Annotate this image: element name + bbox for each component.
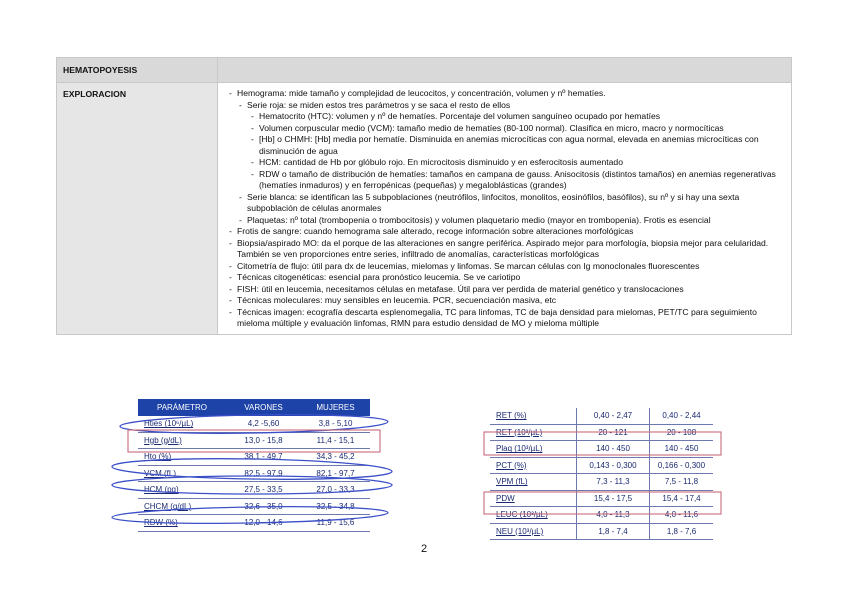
lab1-row bbox=[138, 449, 370, 466]
lab1-row bbox=[138, 498, 370, 515]
exploracion-item: - HCM: cantidad de Hb por glóbulo rojo. En microcitosis disminuido y en esferocitosis aumentado bbox=[225, 157, 784, 169]
header-empty-cell bbox=[218, 58, 792, 83]
lab-reference-table-1 bbox=[138, 399, 370, 532]
lab1-body bbox=[138, 416, 370, 531]
lab1-row bbox=[138, 416, 370, 432]
exploracion-list bbox=[225, 88, 784, 330]
lab1-parameter: HCM (pg) bbox=[138, 482, 226, 499]
lab1-varones-value: 82,5 - 97,9 bbox=[226, 465, 301, 482]
lab1-mujeres-value: 82,1 - 97,7 bbox=[301, 465, 370, 482]
lab1-header-varones: VARONES bbox=[226, 399, 301, 416]
lab1-mujeres-value: 3,8 - 5,10 bbox=[301, 416, 370, 432]
lab1-parameter: Hgb (g/dL) bbox=[138, 432, 226, 449]
lab1-parameter: Hto (%) bbox=[138, 449, 226, 466]
lab1-varones-value: 32,6 - 35,0 bbox=[226, 498, 301, 515]
lab2-body bbox=[490, 408, 713, 540]
lab1-mujeres-value: 32,5 - 34,8 bbox=[301, 498, 370, 515]
lab1-parameter: VCM (fL) bbox=[138, 465, 226, 482]
lab1-mujeres-value: 27,0 - 33,3 bbox=[301, 482, 370, 499]
lab1-parameter: RDW (%) bbox=[138, 515, 226, 532]
lab1-row bbox=[138, 465, 370, 482]
exploracion-item: - Biopsia/aspirado MO: da el porque de las alteraciones en sangre periférica. Aspirado mejor para morfología, biopsia mejor para celularidad. También se ven proporciones entre series, infiltrado de anomalías, características morfológicas bbox=[225, 238, 784, 261]
exploracion-item: - Plaquetas: nº total (trombopenia o trombocitosis) y volumen plaquetario medio (mayor en trombopenia). Frotis es esencial bbox=[225, 215, 784, 227]
lab2-mujeres-value: 1,8 - 7,6 bbox=[650, 523, 714, 540]
hematopoyesis-table bbox=[56, 57, 792, 335]
exploracion-item: - Volumen corpuscular medio (VCM): tamaño medio de hematíes (80-100 normal). Clasifica en micro, macro y normocíticas bbox=[225, 123, 784, 135]
exploracion-item: - Hematocrito (HTC): volumen y nº de hematíes. Porcentaje del volumen sanguíneo ocupado por hematíes bbox=[225, 111, 784, 123]
lab2-row bbox=[490, 408, 713, 424]
lab1-mujeres-value: 11,9 - 15,6 bbox=[301, 515, 370, 532]
lab1-mujeres-value: 34,3 - 45,2 bbox=[301, 449, 370, 466]
row-label: EXPLORACION bbox=[57, 83, 218, 335]
lab2-parameter: RET (%) bbox=[490, 408, 577, 424]
lab1-header-parametro: PARÁMETRO bbox=[138, 399, 226, 416]
lab2-row bbox=[490, 490, 713, 507]
lab2-varones-value: 4,0 - 11,3 bbox=[577, 507, 650, 524]
exploracion-item: - Serie roja: se miden estos tres parámetros y se saca el resto de ellos bbox=[225, 100, 784, 112]
lab1-row bbox=[138, 432, 370, 449]
lab2-row bbox=[490, 424, 713, 441]
lab1-varones-value: 4,2 -5,60 bbox=[226, 416, 301, 432]
lab1-parameter: CHCM (g/dL) bbox=[138, 498, 226, 515]
lab2-row bbox=[490, 507, 713, 524]
lab2-parameter: LEUC (10³/µL) bbox=[490, 507, 577, 524]
lab2-row bbox=[490, 474, 713, 491]
lab2-row bbox=[490, 457, 713, 474]
lab1-row bbox=[138, 515, 370, 532]
exploracion-item: - Técnicas imagen: ecografía descarta esplenomegalia, TC para linfomas, TC de baja densidad para mielomas, PET/TC para seguimiento mieloma múltiple y evaluación linfomas, RMN para estudio densidad de MO y mieloma múltiple bbox=[225, 307, 784, 330]
lab2-mujeres-value: 7,5 - 11,8 bbox=[650, 474, 714, 491]
lab2-varones-value: 15,4 - 17,5 bbox=[577, 490, 650, 507]
lab2-parameter: PDW bbox=[490, 490, 577, 507]
exploracion-item: - RDW o tamaño de distribución de hematíes: tamaños en campana de gauss. Anisocitosis (distintos tamaños) en anemias regenerativas (hematíes inmaduros) y en ferropénicas (pequeñas) y megaloblásticas (grandes) bbox=[225, 169, 784, 192]
table-header-row bbox=[57, 58, 792, 83]
exploracion-item: - Técnicas citogenéticas: esencial para pronóstico leucemia. Se ve cariotipo bbox=[225, 272, 784, 284]
lab2-varones-value: 140 - 450 bbox=[577, 441, 650, 458]
lab1-header-row bbox=[138, 399, 370, 416]
lab2-mujeres-value: 0,40 - 2,44 bbox=[650, 408, 714, 424]
lab1-parameter: Hties (10⁶/µL) bbox=[138, 416, 226, 432]
exploracion-item: - Técnicas moleculares: muy sensibles en leucemia. PCR, secuenciación masiva, etc bbox=[225, 295, 784, 307]
lab2-parameter: Plaq (10³/µL) bbox=[490, 441, 577, 458]
lab2-parameter: RET (10³/µL) bbox=[490, 424, 577, 441]
exploracion-item: - Hemograma: mide tamaño y complejidad de leucocitos, y concentración, volumen y nº hematíes. bbox=[225, 88, 784, 100]
exploracion-content-cell bbox=[218, 83, 792, 335]
lab2-varones-value: 0,40 - 2,47 bbox=[577, 408, 650, 424]
lab1-varones-value: 13,0 - 15,8 bbox=[226, 432, 301, 449]
lab2-row bbox=[490, 441, 713, 458]
page-number: 2 bbox=[420, 543, 428, 555]
lab-reference-table-2 bbox=[490, 408, 713, 540]
lab2-parameter: PCT (%) bbox=[490, 457, 577, 474]
lab1-row bbox=[138, 482, 370, 499]
lab2-mujeres-value: 140 - 450 bbox=[650, 441, 714, 458]
exploracion-item: - Serie blanca: se identifican las 5 subpoblaciones (neutrófilos, linfocitos, monolitos, eosinófilos, basófilos), su nº y si hay una sexta subpoblación de células anormales bbox=[225, 192, 784, 215]
lab1-varones-value: 12,0 - 14,6 bbox=[226, 515, 301, 532]
section-title: HEMATOPOYESIS bbox=[57, 58, 218, 83]
lab2-mujeres-value: 20 - 108 bbox=[650, 424, 714, 441]
lab2-varones-value: 1,8 - 7,4 bbox=[577, 523, 650, 540]
lab2-parameter: VPM (fL) bbox=[490, 474, 577, 491]
exploracion-item: - [Hb] o CHMH: [Hb] media por hematíe. Disminuida en anemias microcíticas con agua normal, elevada en anemias microcíticas con disminución de agua bbox=[225, 134, 784, 157]
lab2-parameter: NEU (10³/µL) bbox=[490, 523, 577, 540]
lab2-mujeres-value: 0,166 - 0,300 bbox=[650, 457, 714, 474]
exploracion-item: - FISH: útil en leucemia, necesitamos células en metafase. Útil para ver perdida de material genético y translocaciones bbox=[225, 284, 784, 296]
exploracion-item: - Citometría de flujo: útil para dx de leucemias, mielomas y linfomas. Se marcan células con Ig monoclonales fluorescentes bbox=[225, 261, 784, 273]
lab2-varones-value: 7,3 - 11,3 bbox=[577, 474, 650, 491]
lab2-mujeres-value: 15,4 - 17,4 bbox=[650, 490, 714, 507]
lab2-varones-value: 0,143 - 0,300 bbox=[577, 457, 650, 474]
lab1-varones-value: 38,1 - 49,7 bbox=[226, 449, 301, 466]
lab2-row bbox=[490, 523, 713, 540]
exploracion-row bbox=[57, 83, 792, 335]
lab1-header-mujeres: MUJERES bbox=[301, 399, 370, 416]
lab2-varones-value: 20 - 121 bbox=[577, 424, 650, 441]
lab1-mujeres-value: 11,4 - 15,1 bbox=[301, 432, 370, 449]
exploracion-item: - Frotis de sangre: cuando hemograma sale alterado, recoge información sobre alteraciones morfológicas bbox=[225, 226, 784, 238]
lab1-varones-value: 27,5 - 33,5 bbox=[226, 482, 301, 499]
lab2-mujeres-value: 4,0 - 11,6 bbox=[650, 507, 714, 524]
